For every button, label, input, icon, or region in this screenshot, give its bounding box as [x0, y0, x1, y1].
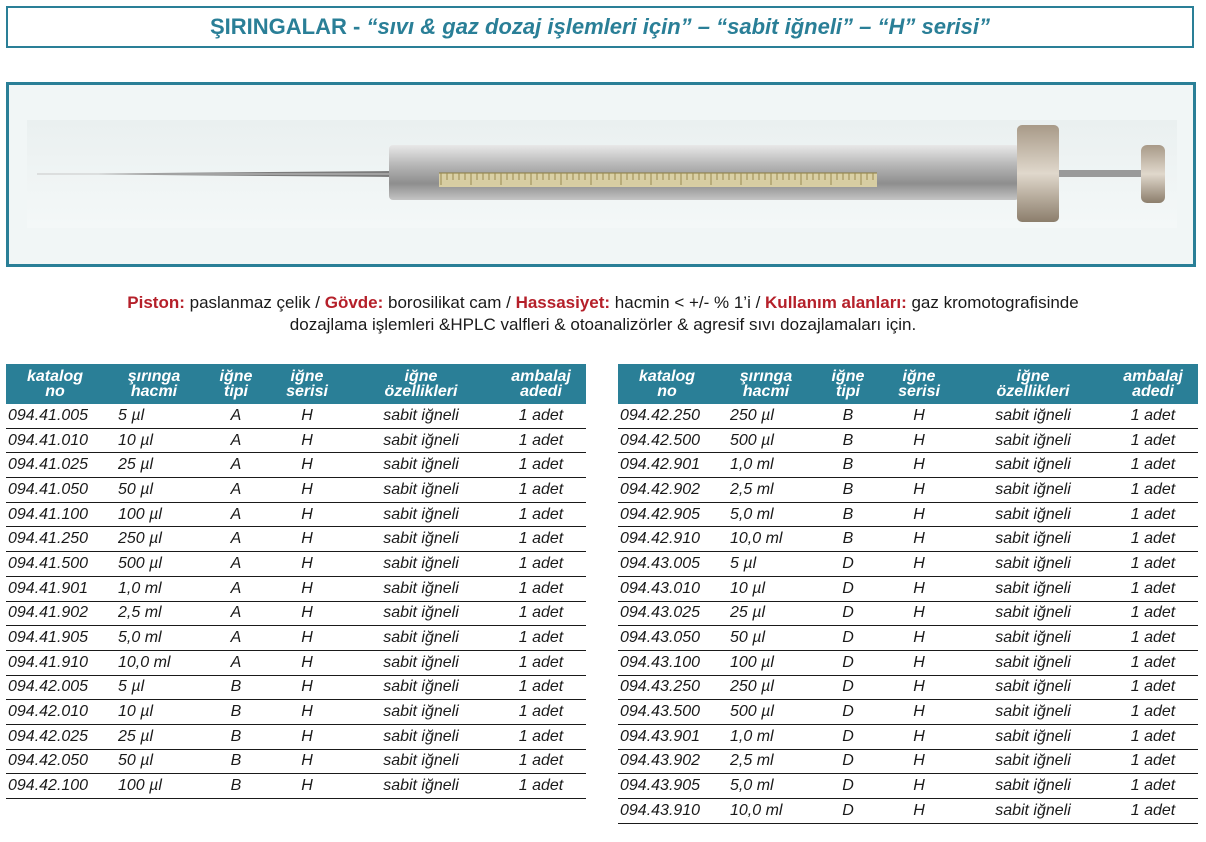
table-cell: 10 µl: [716, 576, 816, 601]
table-row: [6, 675, 586, 700]
table-cell: 5 µl: [716, 552, 816, 577]
description-line-1: [0, 292, 1206, 314]
table-row: [618, 774, 1198, 799]
table-row: [618, 453, 1198, 478]
table-cell: 1 adet: [496, 626, 586, 651]
table-cell: 094.41.005: [6, 404, 104, 428]
table-cell: 1 adet: [1108, 749, 1198, 774]
table-cell: 5,0 ml: [104, 626, 204, 651]
column-header-line: hacmi: [130, 383, 178, 400]
table-row: [6, 502, 586, 527]
table-cell: 500 µl: [716, 428, 816, 453]
column-header-line: özellikleri: [996, 383, 1070, 400]
table-cell: B: [204, 700, 268, 725]
table-cell: 094.43.910: [618, 799, 716, 824]
table-cell: D: [816, 626, 880, 651]
table-cell: 1 adet: [1108, 650, 1198, 675]
table-cell: 094.43.905: [618, 774, 716, 799]
column-header-line: şırınga: [127, 368, 181, 385]
table-cell: 1,0 ml: [716, 453, 816, 478]
table-row: [618, 601, 1198, 626]
table-cell: D: [816, 552, 880, 577]
column-header-line: tipi: [836, 383, 860, 400]
table-cell: 100 µl: [104, 774, 204, 799]
table-cell: 10,0 ml: [104, 650, 204, 675]
table-cell: 094.42.250: [618, 404, 716, 428]
table-cell: H: [880, 675, 958, 700]
column-header-line: iğne: [219, 368, 253, 385]
column-header-line: hacmi: [742, 383, 790, 400]
table-cell: 1 adet: [496, 724, 586, 749]
table-cell: sabit iğneli: [346, 502, 496, 527]
table-cell: A: [204, 601, 268, 626]
table-cell: sabit iğneli: [346, 576, 496, 601]
table-cell: A: [204, 576, 268, 601]
column-header-line: iğne: [290, 368, 324, 385]
column-header: [204, 364, 268, 404]
table-cell: sabit iğneli: [958, 749, 1108, 774]
table-cell: D: [816, 774, 880, 799]
table-row: [618, 428, 1198, 453]
column-header-line: adedi: [1132, 383, 1174, 400]
table-cell: 094.43.025: [618, 601, 716, 626]
table-header-row: [6, 364, 586, 404]
hassasiyet-value: hacmin < +/- % 1’i /: [610, 293, 766, 312]
table-row: [618, 502, 1198, 527]
govde-key: Gövde:: [324, 293, 384, 312]
table-cell: 094.43.500: [618, 700, 716, 725]
column-header-line: tipi: [224, 383, 248, 400]
table-cell: 1 adet: [496, 453, 586, 478]
table-cell: A: [204, 404, 268, 428]
table-cell: H: [268, 552, 346, 577]
table-cell: H: [880, 576, 958, 601]
table-cell: 1 adet: [496, 774, 586, 799]
table-cell: sabit iğneli: [346, 774, 496, 799]
table-cell: 1 adet: [1108, 626, 1198, 651]
table-row: [618, 749, 1198, 774]
column-header: [6, 364, 104, 404]
table-row: [618, 478, 1198, 503]
table-cell: D: [816, 799, 880, 824]
column-header: [816, 364, 880, 404]
table-cell: D: [816, 576, 880, 601]
table-cell: sabit iğneli: [958, 724, 1108, 749]
table-cell: 1 adet: [1108, 774, 1198, 799]
table-cell: 1 adet: [1108, 428, 1198, 453]
table-cell: 094.42.100: [6, 774, 104, 799]
table-cell: D: [816, 650, 880, 675]
table-cell: 1 adet: [1108, 724, 1198, 749]
table-cell: sabit iğneli: [346, 478, 496, 503]
table-cell: 1 adet: [1108, 601, 1198, 626]
table-cell: H: [880, 502, 958, 527]
table-cell: 1,0 ml: [104, 576, 204, 601]
table-cell: H: [880, 527, 958, 552]
table-cell: B: [816, 404, 880, 428]
table-cell: H: [880, 552, 958, 577]
table-cell: 1 adet: [1108, 478, 1198, 503]
table-cell: 094.42.050: [6, 749, 104, 774]
column-header: [346, 364, 496, 404]
table-cell: H: [880, 626, 958, 651]
table-row: [6, 700, 586, 725]
table-cell: H: [268, 700, 346, 725]
table-cell: sabit iğneli: [346, 749, 496, 774]
column-header-line: adedi: [520, 383, 562, 400]
table-cell: 100 µl: [104, 502, 204, 527]
table-cell: sabit iğneli: [958, 700, 1108, 725]
table-row: [618, 552, 1198, 577]
table-cell: 5,0 ml: [716, 774, 816, 799]
table-cell: sabit iğneli: [958, 626, 1108, 651]
table-cell: H: [880, 428, 958, 453]
table-cell: 094.42.005: [6, 675, 104, 700]
table-cell: H: [880, 749, 958, 774]
table-cell: 2,5 ml: [716, 478, 816, 503]
title-subtitle: “sıvı & gaz dozaj işlemleri için” – “sabit iğneli” – “H” serisi”: [366, 14, 990, 39]
table-cell: sabit iğneli: [958, 774, 1108, 799]
table-cell: 094.42.902: [618, 478, 716, 503]
table-cell: 100 µl: [716, 650, 816, 675]
table-cell: 50 µl: [716, 626, 816, 651]
table-cell: H: [268, 601, 346, 626]
table-cell: 1 adet: [496, 428, 586, 453]
table-cell: 094.41.500: [6, 552, 104, 577]
table-cell: sabit iğneli: [958, 453, 1108, 478]
table-cell: sabit iğneli: [346, 601, 496, 626]
table-cell: sabit iğneli: [958, 576, 1108, 601]
table-row: [618, 404, 1198, 428]
table-row: [6, 724, 586, 749]
table-cell: sabit iğneli: [346, 700, 496, 725]
table-cell: sabit iğneli: [958, 478, 1108, 503]
table-cell: 1 adet: [496, 552, 586, 577]
table-cell: D: [816, 724, 880, 749]
piston-value: paslanmaz çelik /: [184, 293, 325, 312]
table-cell: H: [880, 478, 958, 503]
table-cell: 5 µl: [104, 675, 204, 700]
table-cell: H: [268, 502, 346, 527]
column-header-line: serisi: [898, 383, 940, 400]
table-cell: 10 µl: [104, 700, 204, 725]
table-cell: H: [268, 453, 346, 478]
table-row: [618, 527, 1198, 552]
column-header: [958, 364, 1108, 404]
table-cell: A: [204, 478, 268, 503]
table-cell: sabit iğneli: [958, 675, 1108, 700]
table-cell: H: [268, 428, 346, 453]
table-cell: 1 adet: [496, 650, 586, 675]
table-row: [618, 724, 1198, 749]
table-cell: 500 µl: [716, 700, 816, 725]
table-cell: 094.43.100: [618, 650, 716, 675]
table-cell: A: [204, 626, 268, 651]
table-cell: sabit iğneli: [958, 650, 1108, 675]
column-header-line: iğne: [404, 368, 438, 385]
table-cell: sabit iğneli: [346, 675, 496, 700]
table-cell: H: [268, 724, 346, 749]
table-cell: sabit iğneli: [958, 799, 1108, 824]
table-cell: D: [816, 601, 880, 626]
table-cell: B: [816, 502, 880, 527]
table-cell: 250 µl: [716, 404, 816, 428]
table-cell: 1 adet: [496, 527, 586, 552]
piston-key: Piston:: [127, 293, 185, 312]
table-row: [6, 774, 586, 799]
column-header-line: iğne: [1016, 368, 1050, 385]
table-cell: 094.42.901: [618, 453, 716, 478]
table-cell: sabit iğneli: [958, 601, 1108, 626]
table-cell: 094.42.010: [6, 700, 104, 725]
table-cell: sabit iğneli: [346, 428, 496, 453]
table-cell: sabit iğneli: [346, 453, 496, 478]
table-cell: 5,0 ml: [716, 502, 816, 527]
table-cell: H: [880, 724, 958, 749]
table-cell: H: [268, 774, 346, 799]
table-cell: 2,5 ml: [716, 749, 816, 774]
table-row: [618, 799, 1198, 824]
table-cell: sabit iğneli: [958, 502, 1108, 527]
syringe-icon: [9, 85, 1193, 264]
table-cell: 1 adet: [1108, 404, 1198, 428]
table-cell: 094.41.100: [6, 502, 104, 527]
table-cell: H: [268, 576, 346, 601]
table-cell: H: [268, 478, 346, 503]
table-row: [6, 749, 586, 774]
column-header-line: no: [657, 383, 677, 400]
table-cell: A: [204, 552, 268, 577]
table-cell: 1 adet: [496, 749, 586, 774]
table-cell: 1 adet: [1108, 453, 1198, 478]
table-cell: 094.43.901: [618, 724, 716, 749]
table-cell: 1 adet: [496, 478, 586, 503]
table-cell: 50 µl: [104, 749, 204, 774]
table-row: [6, 552, 586, 577]
table-body: [618, 404, 1198, 823]
table-row: [6, 650, 586, 675]
table-cell: A: [204, 502, 268, 527]
table-cell: 25 µl: [716, 601, 816, 626]
table-cell: 1,0 ml: [716, 724, 816, 749]
product-image-frame: [6, 82, 1196, 267]
table-cell: 1 adet: [496, 601, 586, 626]
table-body: [6, 404, 586, 799]
table-row: [6, 428, 586, 453]
table-cell: 1 adet: [1108, 552, 1198, 577]
table-cell: B: [816, 453, 880, 478]
table-cell: H: [880, 700, 958, 725]
table-cell: 2,5 ml: [104, 601, 204, 626]
table-cell: D: [816, 700, 880, 725]
column-header-line: ambalaj: [1123, 368, 1183, 385]
table-row: [6, 527, 586, 552]
table-cell: sabit iğneli: [346, 724, 496, 749]
table-cell: H: [880, 601, 958, 626]
table-cell: H: [268, 626, 346, 651]
table-cell: 10,0 ml: [716, 527, 816, 552]
column-header: [104, 364, 204, 404]
kullanim-value: gaz kromotografisinde: [906, 293, 1079, 312]
column-header-line: serisi: [286, 383, 328, 400]
page-title: [6, 6, 1194, 48]
table-cell: A: [204, 527, 268, 552]
table-cell: 250 µl: [104, 527, 204, 552]
table-cell: 1 adet: [1108, 700, 1198, 725]
table-cell: sabit iğneli: [346, 650, 496, 675]
table-cell: B: [816, 478, 880, 503]
table-cell: 094.42.500: [618, 428, 716, 453]
table-cell: 094.41.905: [6, 626, 104, 651]
table-header-row: [618, 364, 1198, 404]
table-cell: 50 µl: [104, 478, 204, 503]
table-cell: 094.43.902: [618, 749, 716, 774]
table-cell: 094.41.050: [6, 478, 104, 503]
table-cell: B: [204, 749, 268, 774]
table-row: [6, 478, 586, 503]
table-cell: 10 µl: [104, 428, 204, 453]
table-cell: A: [204, 650, 268, 675]
table-cell: H: [268, 404, 346, 428]
table-cell: 094.43.050: [618, 626, 716, 651]
table-row: [618, 700, 1198, 725]
table-cell: 1 adet: [1108, 799, 1198, 824]
column-header: [618, 364, 716, 404]
table-cell: H: [880, 404, 958, 428]
column-header-line: katalog: [638, 368, 695, 385]
table-cell: 094.41.901: [6, 576, 104, 601]
table-row: [6, 404, 586, 428]
column-header: [268, 364, 346, 404]
table-cell: 1 adet: [1108, 675, 1198, 700]
table-cell: 094.42.910: [618, 527, 716, 552]
table-cell: 1 adet: [496, 700, 586, 725]
table-cell: H: [268, 650, 346, 675]
table-cell: H: [880, 650, 958, 675]
table-cell: 250 µl: [716, 675, 816, 700]
table-cell: B: [204, 774, 268, 799]
description: [0, 292, 1206, 336]
column-header-line: özellikleri: [384, 383, 458, 400]
table-cell: H: [268, 675, 346, 700]
column-header-line: iğne: [902, 368, 936, 385]
table-cell: D: [816, 675, 880, 700]
table-cell: B: [816, 428, 880, 453]
table-cell: 094.41.010: [6, 428, 104, 453]
table-cell: A: [204, 453, 268, 478]
table-cell: 1 adet: [496, 675, 586, 700]
table-cell: 10,0 ml: [716, 799, 816, 824]
table-cell: sabit iğneli: [346, 552, 496, 577]
table-row: [6, 626, 586, 651]
table-cell: 094.43.005: [618, 552, 716, 577]
table-cell: 094.41.025: [6, 453, 104, 478]
kullanim-key: Kullanım alanları:: [765, 293, 907, 312]
table-cell: 25 µl: [104, 724, 204, 749]
table-cell: sabit iğneli: [958, 527, 1108, 552]
table-row: [6, 576, 586, 601]
table-cell: 094.41.902: [6, 601, 104, 626]
table-cell: 094.43.010: [618, 576, 716, 601]
table-cell: H: [880, 799, 958, 824]
column-header-line: katalog: [26, 368, 83, 385]
column-header: [1108, 364, 1198, 404]
table-cell: sabit iğneli: [346, 626, 496, 651]
table-row: [618, 650, 1198, 675]
govde-value: borosilikat cam /: [383, 293, 516, 312]
table-cell: 094.42.905: [618, 502, 716, 527]
table-cell: H: [268, 527, 346, 552]
table-cell: H: [268, 749, 346, 774]
catalog-table-left: [6, 364, 586, 799]
table-cell: sabit iğneli: [958, 552, 1108, 577]
table-cell: 1 adet: [1108, 527, 1198, 552]
table-cell: 1 adet: [496, 576, 586, 601]
table-cell: B: [816, 527, 880, 552]
table-cell: 1 adet: [496, 404, 586, 428]
hassasiyet-key: Hassasiyet:: [515, 293, 611, 312]
table-cell: B: [204, 724, 268, 749]
table-cell: 094.41.910: [6, 650, 104, 675]
title-main: ŞIRINGALAR -: [210, 14, 361, 39]
column-header: [716, 364, 816, 404]
table-row: [6, 601, 586, 626]
table-row: [6, 453, 586, 478]
table-cell: 1 adet: [496, 502, 586, 527]
table-cell: sabit iğneli: [958, 428, 1108, 453]
table-cell: 5 µl: [104, 404, 204, 428]
table-cell: H: [880, 774, 958, 799]
column-header-line: iğne: [831, 368, 865, 385]
table-cell: sabit iğneli: [346, 404, 496, 428]
table-cell: 094.41.250: [6, 527, 104, 552]
table-row: [618, 626, 1198, 651]
table-row: [618, 576, 1198, 601]
description-line-2: dozajlama işlemleri &HPLC valfleri & otoanalizörler & agresif sıvı dozajlamaları için.: [289, 315, 917, 334]
table-cell: 094.43.250: [618, 675, 716, 700]
column-header: [496, 364, 586, 404]
table-cell: 1 adet: [1108, 576, 1198, 601]
table-cell: B: [204, 675, 268, 700]
table-cell: sabit iğneli: [958, 404, 1108, 428]
table-cell: 1 adet: [1108, 502, 1198, 527]
column-header-line: ambalaj: [511, 368, 571, 385]
table-cell: 094.42.025: [6, 724, 104, 749]
table-cell: 25 µl: [104, 453, 204, 478]
table-row: [618, 675, 1198, 700]
table-cell: D: [816, 749, 880, 774]
table-cell: A: [204, 428, 268, 453]
table-cell: sabit iğneli: [346, 527, 496, 552]
column-header: [880, 364, 958, 404]
table-cell: 500 µl: [104, 552, 204, 577]
column-header-line: şırınga: [739, 368, 793, 385]
table-cell: H: [880, 453, 958, 478]
column-header-line: no: [45, 383, 65, 400]
catalog-table-right: [618, 364, 1198, 824]
